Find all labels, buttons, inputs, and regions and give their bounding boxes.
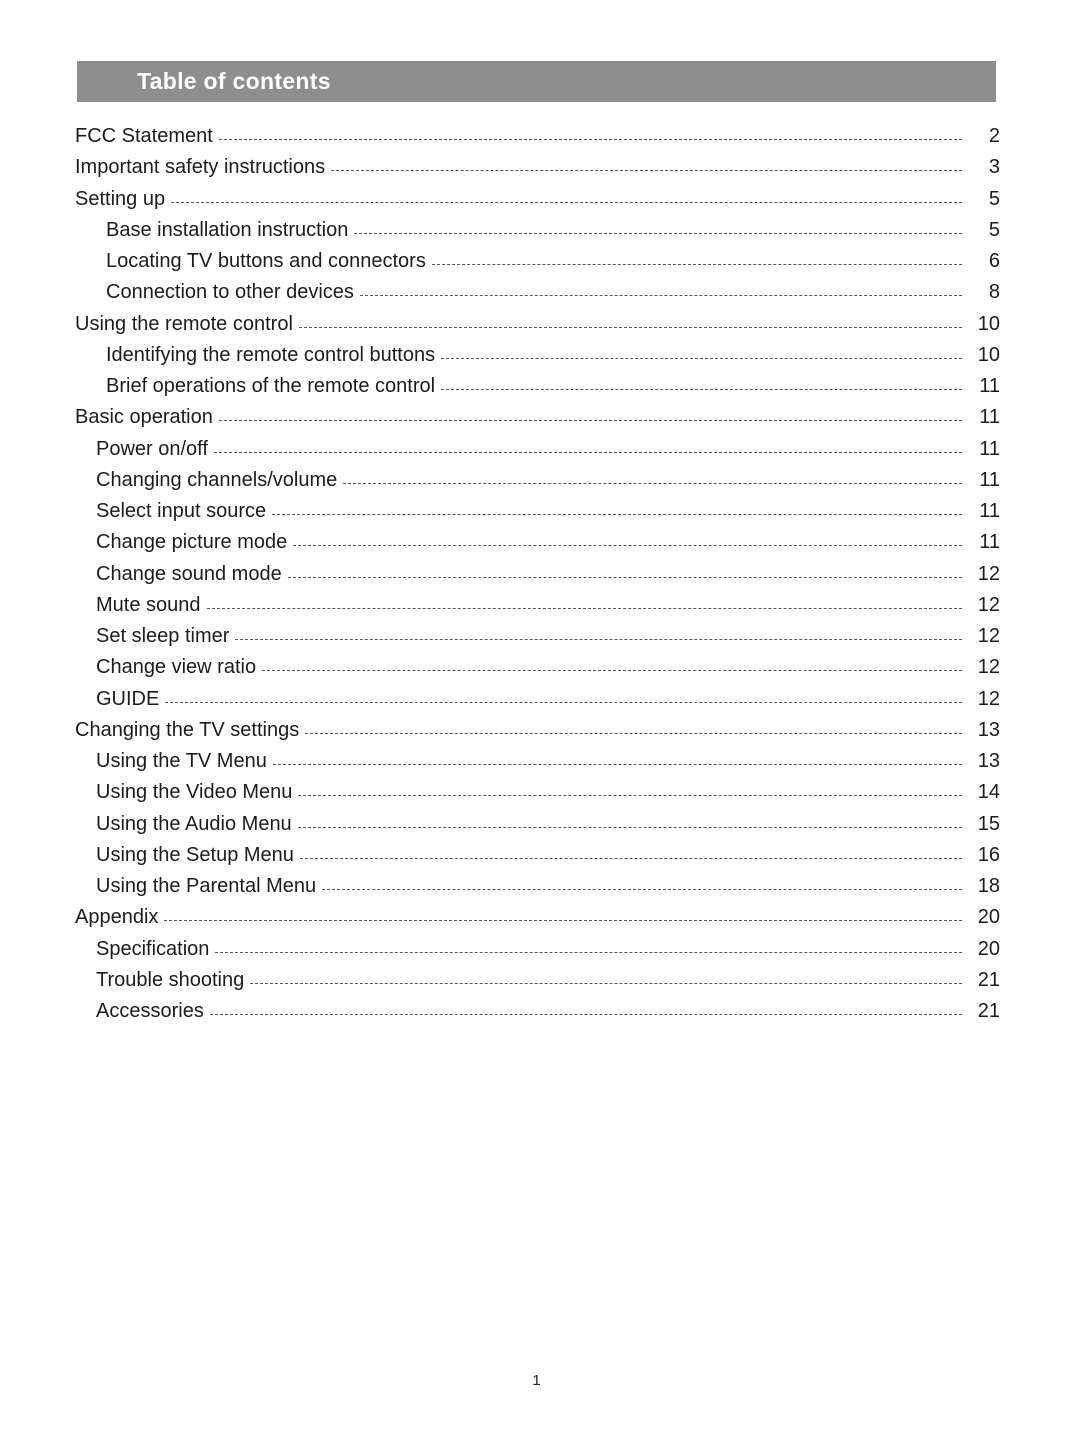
- toc-entry-label: Using the Video Menu: [96, 781, 293, 804]
- toc-entry-label: Using the remote control: [75, 312, 293, 335]
- toc-entry-label: Base installation instruction: [106, 218, 349, 241]
- toc-dot-leader: [219, 139, 962, 140]
- toc-entry-label: FCC Statement: [75, 125, 213, 147]
- toc-dot-leader: [298, 795, 962, 796]
- toc-entry[interactable]: [0, 901, 1000, 929]
- toc-dot-leader: [299, 327, 962, 328]
- toc-dot-leader: [441, 358, 962, 359]
- toc-dot-leader: [215, 952, 962, 953]
- toc-entry-label: Specification: [96, 937, 210, 960]
- toc-entry[interactable]: [0, 495, 1000, 523]
- toc-dot-leader: [298, 827, 962, 828]
- toc-dot-leader: [235, 639, 962, 640]
- toc-dot-leader: [273, 764, 962, 765]
- toc-entry[interactable]: [0, 745, 1000, 773]
- toc-entry-page: 12: [977, 562, 1000, 585]
- toc-entry-page: 2: [988, 125, 1000, 147]
- toc-entry-page: 15: [977, 812, 1000, 835]
- toc-entry-label: Identifying the remote control buttons: [106, 343, 436, 366]
- toc-entry[interactable]: [0, 808, 1000, 836]
- toc-entry-label: Change picture mode: [96, 531, 288, 554]
- toc-entry-label: Important safety instructions: [75, 156, 326, 179]
- toc-entry[interactable]: [0, 870, 1000, 898]
- toc-entry-page: 11: [979, 500, 1000, 522]
- toc-dot-leader: [293, 545, 962, 546]
- toc-entry-label: Trouble shooting: [96, 968, 245, 991]
- toc-entry[interactable]: [0, 120, 1000, 148]
- toc-entry[interactable]: [0, 995, 1000, 1023]
- toc-entry-label: Change view ratio: [96, 656, 257, 679]
- toc-entry-page: 13: [977, 750, 1000, 772]
- toc-entry-label: Select input source: [96, 500, 267, 522]
- toc-entry-page: 12: [977, 593, 1000, 616]
- toc-entry-page: 18: [977, 875, 1000, 897]
- toc-dot-leader: [262, 670, 962, 671]
- toc-entry-label: Locating TV buttons and connectors: [106, 250, 426, 272]
- toc-entry[interactable]: [0, 464, 1000, 492]
- toc-entry[interactable]: [0, 683, 1000, 711]
- toc-entry-label: Mute sound: [96, 593, 201, 616]
- toc-dot-leader: [214, 452, 962, 453]
- toc-entry[interactable]: [0, 714, 1000, 742]
- toc-dot-leader: [305, 733, 962, 734]
- toc-entry-page: 11: [979, 406, 1000, 429]
- toc-entry-page: 21: [977, 968, 1000, 991]
- toc-dot-leader: [441, 389, 962, 390]
- toc-entry[interactable]: [0, 933, 1000, 961]
- toc-entry-label: Using the Audio Menu: [96, 812, 292, 835]
- toc-entry[interactable]: [0, 339, 1000, 367]
- toc-dot-leader: [343, 483, 962, 484]
- toc-dot-leader: [210, 1014, 962, 1015]
- toc-entry-label: Connection to other devices: [106, 281, 354, 304]
- toc-entry[interactable]: [0, 589, 1000, 617]
- toc-entry-page: 14: [977, 781, 1000, 804]
- toc-dot-leader: [171, 202, 962, 203]
- toc-dot-leader: [432, 264, 962, 265]
- toc-entry-label: Change sound mode: [96, 562, 282, 585]
- toc-entry[interactable]: [0, 370, 1000, 398]
- toc-dot-leader: [272, 514, 962, 515]
- toc-entry-page: 20: [977, 906, 1000, 929]
- toc-entry-label: Using the TV Menu: [96, 750, 267, 772]
- toc-entry-label: Using the Setup Menu: [96, 843, 294, 866]
- toc-entry-page: 10: [977, 312, 1000, 335]
- toc-entry[interactable]: [0, 183, 1000, 211]
- toc-entry-label: Power on/off: [96, 437, 208, 460]
- toc-entry[interactable]: [0, 839, 1000, 867]
- toc-entry-page: 6: [988, 250, 1000, 272]
- toc-entry[interactable]: [0, 151, 1000, 179]
- toc-entry[interactable]: [0, 308, 1000, 336]
- toc-entry-page: 16: [977, 843, 1000, 866]
- toc-dot-leader: [164, 920, 962, 921]
- toc-dot-leader: [207, 608, 962, 609]
- page-number: 1: [532, 1372, 541, 1389]
- toc-entry-page: 11: [979, 375, 1000, 397]
- toc-dot-leader: [165, 702, 962, 703]
- toc-entry[interactable]: [0, 245, 1000, 273]
- toc-entry-page: 13: [977, 718, 1000, 741]
- toc-dot-leader: [322, 889, 962, 890]
- toc-entry[interactable]: [0, 526, 1000, 554]
- toc-entry-label: Using the Parental Menu: [96, 875, 317, 897]
- toc-entry-page: 5: [988, 218, 1000, 241]
- toc-entry-page: 3: [988, 156, 1000, 179]
- toc-entry-label: Brief operations of the remote control: [106, 375, 436, 397]
- toc-entry[interactable]: [0, 776, 1000, 804]
- toc-entry-label: Setting up: [75, 187, 166, 210]
- toc-entry-label: Accessories: [96, 1000, 204, 1022]
- toc-entry-label: GUIDE: [96, 687, 160, 710]
- toc-entry-page: 12: [977, 656, 1000, 679]
- toc-dot-leader: [300, 858, 962, 859]
- toc-entry-page: 11: [979, 468, 1000, 491]
- toc-title: Table of contents: [137, 68, 331, 94]
- toc-entry[interactable]: [0, 276, 1000, 304]
- toc-entry[interactable]: [0, 964, 1000, 992]
- toc-entry-page: 12: [977, 625, 1000, 647]
- toc-entry-page: 11: [979, 437, 1000, 460]
- toc-entry-page: 12: [977, 687, 1000, 710]
- toc-entry-page: 5: [988, 187, 1000, 210]
- toc-entry-page: 8: [988, 281, 1000, 304]
- toc-entry-label: Changing channels/volume: [96, 468, 338, 491]
- toc-entry-label: Appendix: [75, 906, 159, 929]
- toc-entry[interactable]: [0, 433, 1000, 461]
- toc-entry[interactable]: [0, 651, 1000, 679]
- toc-entry-label: Basic operation: [75, 406, 213, 429]
- toc-dot-leader: [331, 170, 962, 171]
- toc-dot-leader: [288, 577, 962, 578]
- toc-entry-page: 10: [977, 343, 1000, 366]
- toc-entry-page: 21: [977, 1000, 1000, 1022]
- toc-entry[interactable]: [0, 620, 1000, 648]
- toc-entry[interactable]: [0, 401, 1000, 429]
- toc-entry[interactable]: [0, 214, 1000, 242]
- toc-dot-leader: [360, 295, 962, 296]
- toc-header-bar: [77, 61, 996, 102]
- toc-dot-leader: [250, 983, 962, 984]
- toc-entry-label: Changing the TV settings: [75, 718, 300, 741]
- toc-entry[interactable]: [0, 558, 1000, 586]
- toc-entry-label: Set sleep timer: [96, 625, 230, 647]
- toc-dot-leader: [219, 420, 962, 421]
- toc-entry-page: 11: [979, 531, 1000, 554]
- toc-entry-page: 20: [977, 937, 1000, 960]
- toc-dot-leader: [354, 233, 962, 234]
